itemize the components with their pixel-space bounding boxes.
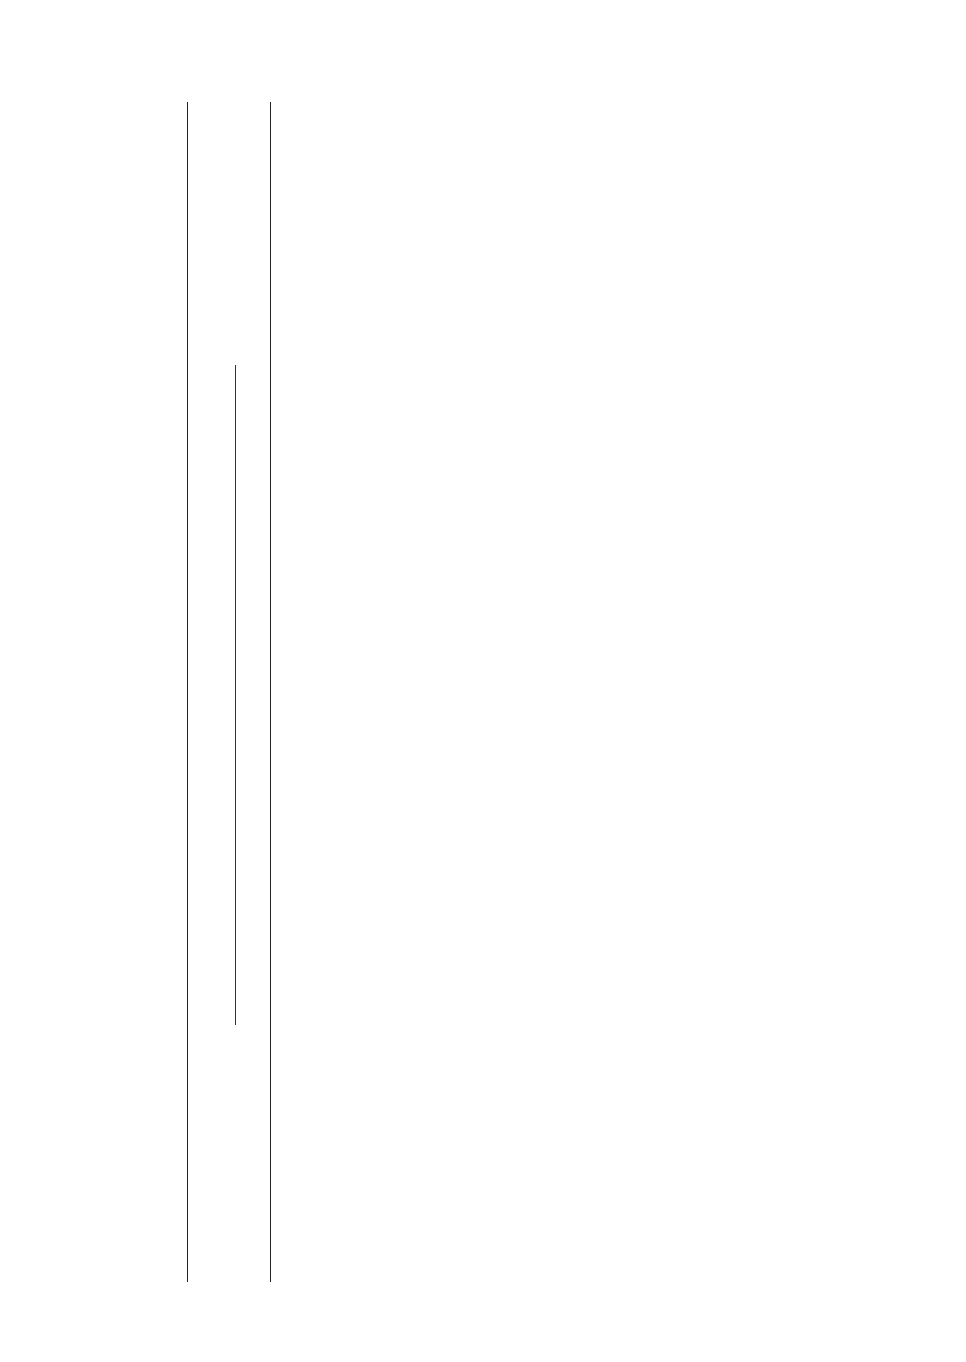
header-rule <box>270 102 271 1282</box>
top-rule <box>187 102 188 1282</box>
table-page <box>95 90 895 1300</box>
group-rule-current <box>235 665 236 1025</box>
group-rule-1988 <box>235 365 236 700</box>
